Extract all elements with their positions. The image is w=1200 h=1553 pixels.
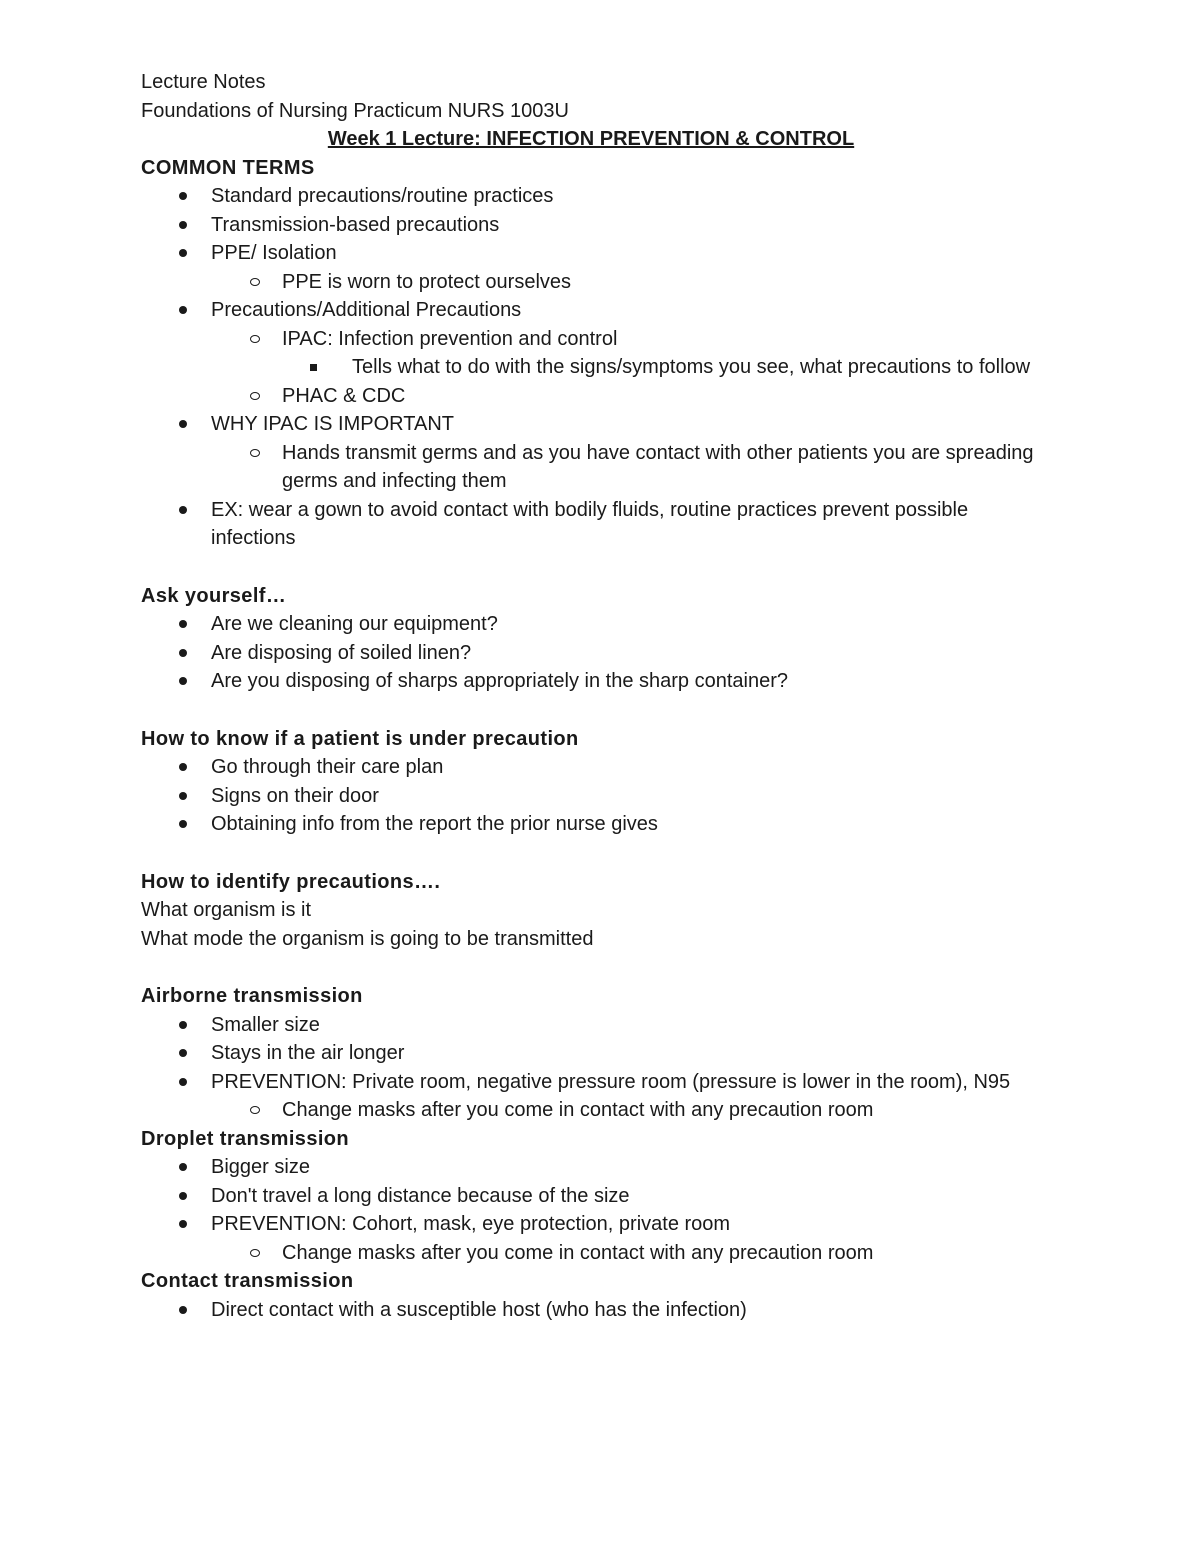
- droplet-list: [141, 1153, 1041, 1267]
- bullet-disc-icon: [179, 1049, 187, 1057]
- bullet-disc-icon: [179, 420, 187, 428]
- bullet-disc-icon: [179, 820, 187, 828]
- list-item: IPAC: Infection prevention and control: [141, 325, 1041, 354]
- bullet-square-icon: [310, 364, 317, 371]
- bullet-circle-icon: [250, 1249, 260, 1257]
- list-item: Direct contact with a susceptible host (who has the infection): [141, 1296, 1041, 1325]
- bullet-disc-icon: [179, 1192, 187, 1200]
- list-item: Standard precautions/routine practices: [141, 182, 1041, 211]
- list-item: EX: wear a gown to avoid contact with bodily fluids, routine practices prevent possible infections: [141, 496, 1041, 553]
- bullet-disc-icon: [179, 306, 187, 314]
- header-line-2: Foundations of Nursing Practicum NURS 1003U: [141, 99, 569, 122]
- bullet-disc-icon: [179, 506, 187, 514]
- bullet-circle-icon: [250, 1106, 260, 1114]
- list-item: Are disposing of soiled linen?: [141, 639, 1041, 668]
- document-content: [141, 68, 1041, 1324]
- header-line-1: Lecture Notes: [141, 71, 266, 93]
- know-precaution-list: [141, 753, 1041, 839]
- list-item: Obtaining info from the report the prior nurse gives: [141, 810, 1041, 839]
- list-item: Stays in the air longer: [141, 1039, 1041, 1068]
- bullet-disc-icon: [179, 1078, 187, 1086]
- bullet-disc-icon: [179, 1021, 187, 1029]
- page-title: Week 1 Lecture: INFECTION PREVENTION & CONTROL: [327, 128, 855, 150]
- list-item: Precautions/Additional Precautions: [141, 296, 1041, 325]
- airborne-heading: Airborne transmission: [141, 985, 363, 1007]
- list-item: Don't travel a long distance because of the size: [141, 1182, 1041, 1211]
- bullet-disc-icon: [179, 1163, 187, 1171]
- list-item: Change masks after you come in contact with any precaution room: [141, 1096, 1041, 1125]
- list-item: WHY IPAC IS IMPORTANT: [141, 410, 1041, 439]
- identify-line-1: What organism is it: [141, 899, 312, 921]
- list-item: Are you disposing of sharps appropriately in the sharp container?: [141, 667, 1041, 696]
- list-item: PREVENTION: Private room, negative pressure room (pressure is lower in the room), N95: [141, 1068, 1041, 1097]
- list-item: Go through their care plan: [141, 753, 1041, 782]
- list-item: PPE/ Isolation: [141, 239, 1041, 268]
- list-item: Smaller size: [141, 1011, 1041, 1040]
- bullet-disc-icon: [179, 649, 187, 657]
- common-terms-heading: COMMON TERMS: [141, 156, 315, 179]
- list-item: Bigger size: [141, 1153, 1041, 1182]
- list-item: Signs on their door: [141, 782, 1041, 811]
- list-item: PREVENTION: Cohort, mask, eye protection, private room: [141, 1210, 1041, 1239]
- bullet-disc-icon: [179, 677, 187, 685]
- bullet-disc-icon: [179, 1306, 187, 1314]
- contact-heading: Contact transmission: [141, 1270, 354, 1292]
- list-item: Are we cleaning our equipment?: [141, 610, 1041, 639]
- identify-line-2: What mode the organism is going to be transmitted: [141, 927, 594, 950]
- list-item: PHAC & CDC: [141, 382, 1041, 411]
- list-item: Transmission-based precautions: [141, 211, 1041, 240]
- airborne-list: [141, 1011, 1041, 1125]
- ask-yourself-list: [141, 610, 1041, 696]
- bullet-disc-icon: [179, 620, 187, 628]
- list-item: Hands transmit germs and as you have contact with other patients you are spreading germs and infecting them: [141, 439, 1041, 496]
- bullet-circle-icon: [250, 278, 260, 286]
- bullet-disc-icon: [179, 792, 187, 800]
- list-item: PPE is worn to protect ourselves: [141, 268, 1041, 297]
- know-precaution-heading: How to know if a patient is under precaution: [141, 727, 579, 750]
- common-terms-list: [141, 182, 1041, 553]
- bullet-disc-icon: [179, 763, 187, 771]
- bullet-disc-icon: [179, 192, 187, 200]
- droplet-heading: Droplet transmission: [141, 1127, 350, 1150]
- bullet-disc-icon: [179, 221, 187, 229]
- bullet-circle-icon: [250, 392, 260, 400]
- identify-precautions-heading: How to identify precautions….: [141, 870, 441, 893]
- list-item: Tells what to do with the signs/symptoms you see, what precautions to follow: [141, 353, 1041, 382]
- bullet-circle-icon: [250, 335, 260, 343]
- ask-yourself-heading: Ask yourself…: [141, 584, 287, 607]
- bullet-disc-icon: [179, 249, 187, 257]
- contact-list: [141, 1296, 1041, 1325]
- list-item: Change masks after you come in contact with any precaution room: [141, 1239, 1041, 1268]
- bullet-disc-icon: [179, 1220, 187, 1228]
- bullet-circle-icon: [250, 449, 260, 457]
